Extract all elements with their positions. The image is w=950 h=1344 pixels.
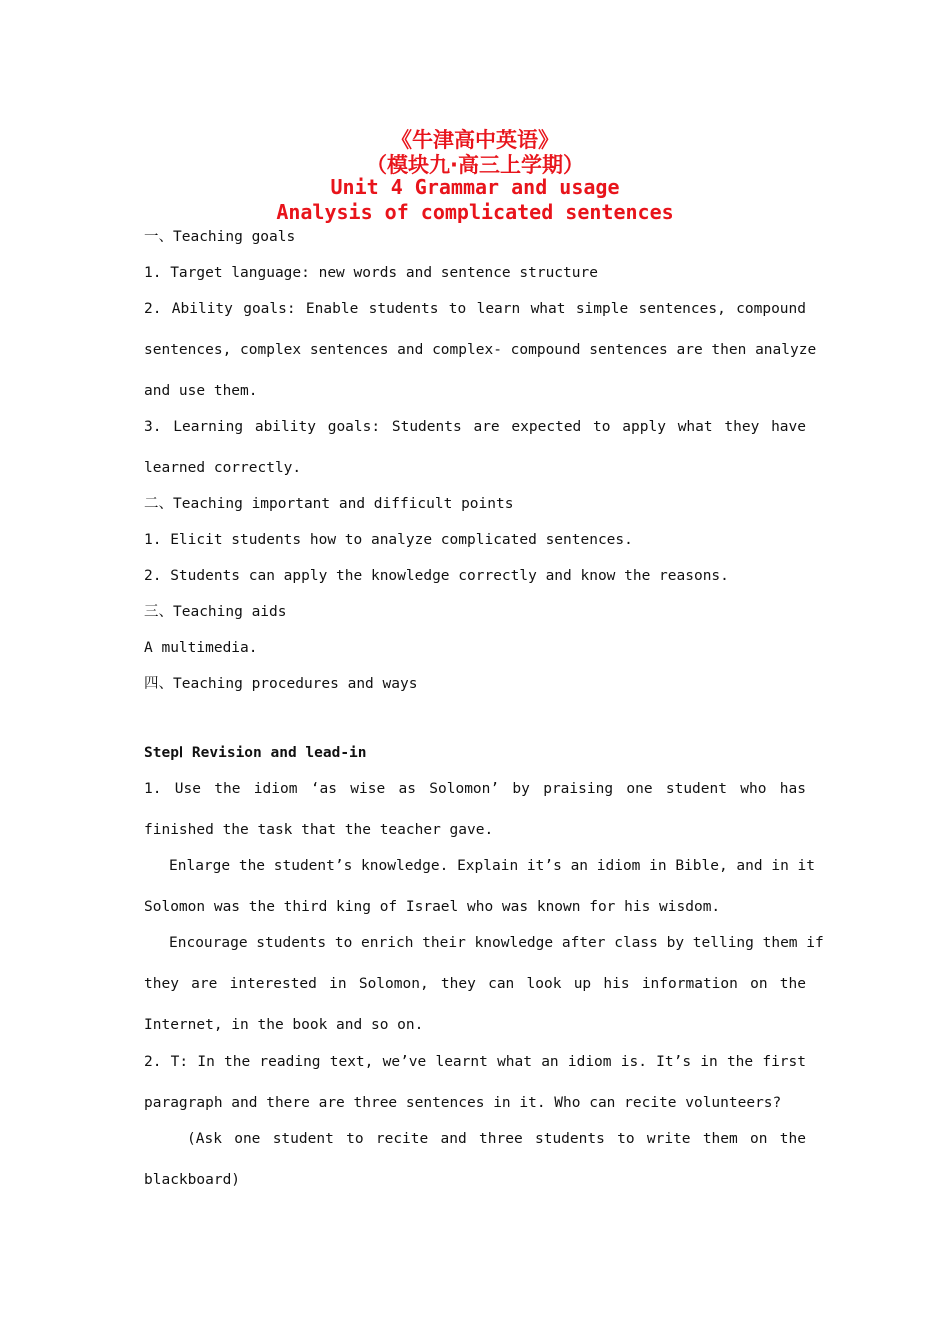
section-heading-important-points: 二、Teaching important and difficult points [144,496,514,512]
section-heading-teaching-aids: 三、Teaching aids [144,604,287,620]
goal-ability-line1: 2. Ability goals: Enable students to learn what simple sentences, compound [144,301,806,317]
step1-para3-line2: they are interested in Solomon, they can look up his information on the [144,976,806,992]
goal-learning-line1: 3. Learning ability goals: Students are expected to apply what they have [144,419,806,435]
step1-para5-line2: blackboard) [144,1172,241,1188]
step1-para3-line1: Encourage students to enrich their knowledge after class by telling them if [169,935,824,951]
point-2: 2. Students can apply the knowledge correctly and know the reasons. [144,568,729,584]
section-heading-procedures: 四、Teaching procedures and ways [144,676,418,692]
title-unit: Unit 4 Grammar and usage [330,175,620,199]
step1-para2-line1: Enlarge the student’s knowledge. Explain it’s an idiom in Bible, and in it [169,858,816,874]
step1-heading: StepⅠ Revision and lead-in [144,745,367,761]
title-module: （模块九·高三上学期） [366,153,584,177]
step1-para3-line3: Internet, in the book and so on. [144,1017,424,1033]
goal-ability-line2: sentences, complex sentences and complex- compound sentences are then analyze [144,342,817,358]
step1-para1-line2: finished the task that the teacher gave. [144,822,494,838]
section-heading-teaching-goals: 一、Teaching goals [144,229,296,245]
title-topic: Analysis of complicated sentences [276,200,674,224]
step1-para2-line2: Solomon was the third king of Israel who was known for his wisdom. [144,899,721,915]
step1-para5-line1: (Ask one student to recite and three students to write them on the [187,1131,806,1147]
step1-para4-line2: paragraph and there are three sentences in it. Who can recite volunteers? [144,1095,782,1111]
point-1: 1. Elicit students how to analyze complicated sentences. [144,532,633,548]
goal-ability-line3: and use them. [144,383,258,399]
goal-target-language: 1. Target language: new words and sentence structure [144,265,598,281]
title-book: 《牛津高中英语》 [391,128,559,152]
teaching-aid: A multimedia. [144,640,258,656]
step1-para4-line1: 2. T: In the reading text, we’ve learnt what an idiom is. It’s in the first [144,1054,806,1070]
step1-para1-line1: 1. Use the idiom ‘as wise as Solomon’ by praising one student who has [144,781,806,797]
goal-learning-line2: learned correctly. [144,460,302,476]
